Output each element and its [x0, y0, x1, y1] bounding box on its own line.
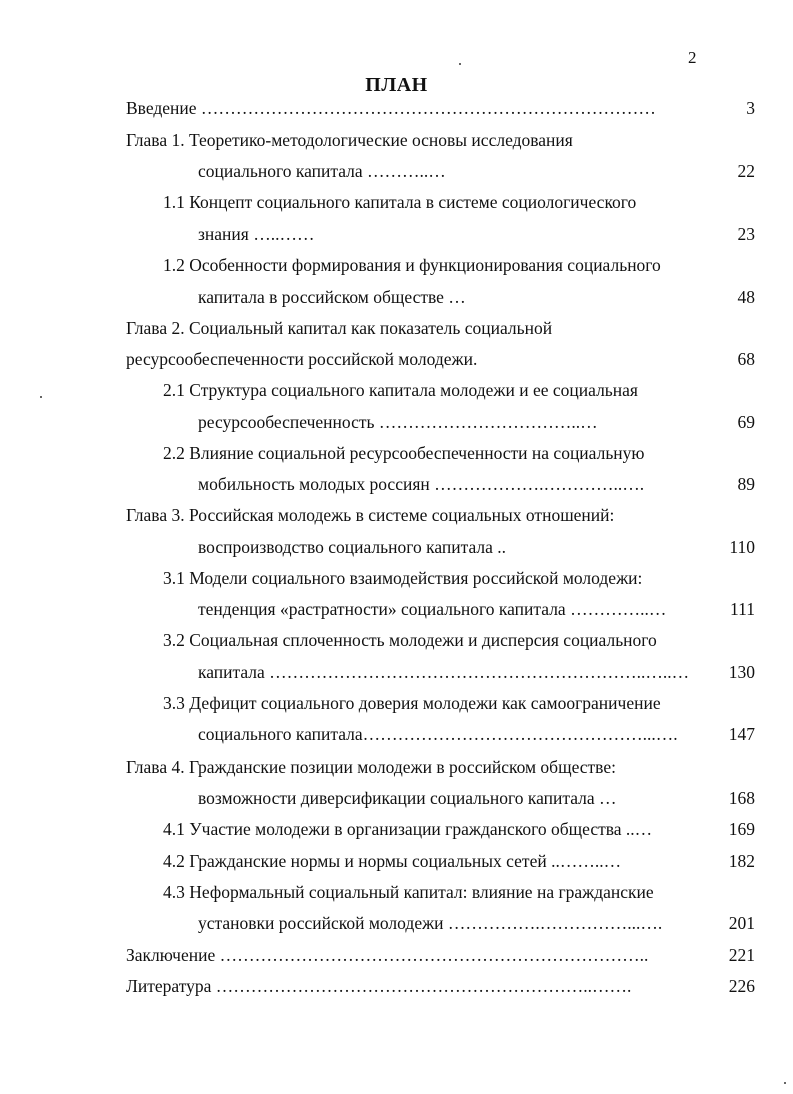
toc-section-1-1-cont: знания …..…… — [198, 224, 315, 244]
page-title: ПЛАН — [365, 74, 428, 96]
toc-page: 221 — [728, 945, 755, 965]
toc-section-4-3: 4.3 Неформальный социальный капитал: влияние на гражданские — [163, 882, 654, 902]
toc-section-3-1: 3.1 Модели социального взаимодействия российской молодежи: — [163, 568, 643, 588]
toc-page: 226 — [728, 976, 755, 996]
toc-page: 69 — [737, 412, 755, 432]
scan-speck — [40, 396, 42, 398]
toc-page: 68 — [737, 349, 755, 369]
toc-section-3-3: 3.3 Дефицит социального доверия молодежи как самоограничение — [163, 693, 661, 713]
toc-page: 3 — [746, 98, 755, 118]
toc-section-3-2: 3.2 Социальная сплоченность молодежи и дисперсия социального — [163, 630, 657, 650]
toc-references: Литература ………………………………………………………..……. — [126, 976, 632, 996]
toc-page: 48 — [737, 287, 755, 307]
toc-page: 89 — [737, 474, 755, 494]
toc-section-4-1: 4.1 Участие молодежи в организации гражданского общества ..… — [163, 819, 653, 839]
toc-section-3-1-cont: тенденция «растратности» социального капитала …………..… — [198, 599, 667, 619]
page-number: 2 — [688, 48, 697, 67]
toc-section-3-3-cont: социального капитала…………………………………………...…. — [198, 724, 678, 744]
toc-section-2-1-cont: ресурсообеспеченность ……………………………..… — [198, 412, 598, 432]
toc-section-4-3-cont: установки российской молодежи …………….……………...…. — [198, 913, 663, 933]
toc-section-2-2: 2.2 Влияние социальной ресурсообеспеченности на социальную — [163, 443, 645, 463]
toc-chapter-3: Глава 3. Российская молодежь в системе социальных отношений: — [126, 505, 615, 525]
toc-intro: Введение …………………………………………………………………… — [126, 98, 656, 118]
toc-chapter-3-cont: воспроизводство социального капитала .. — [198, 537, 506, 557]
toc-page: 201 — [728, 913, 755, 933]
toc-page: 110 — [729, 537, 755, 557]
toc-chapter-1-cont: социального капитала ………..… — [198, 161, 446, 181]
toc-chapter-4: Глава 4. Гражданские позиции молодежи в российском обществе: — [126, 757, 616, 777]
scan-speck — [459, 63, 461, 65]
toc-page: 23 — [737, 224, 755, 244]
toc-conclusion: Заключение ……………………………………………………………….. — [126, 945, 649, 965]
toc-section-2-1: 2.1 Структура социального капитала молодежи и ее социальная — [163, 380, 638, 400]
toc-section-2-2-cont: мобильность молодых россиян ……………….…………..…. — [198, 474, 645, 494]
toc-page: 147 — [728, 724, 755, 744]
toc-page: 22 — [737, 161, 755, 181]
toc-chapter-4-cont: возможности диверсификации социального капитала … — [198, 788, 617, 808]
toc-page: 111 — [730, 599, 755, 619]
toc-section-1-2-cont: капитала в российском обществе … — [198, 287, 466, 307]
toc-page: 169 — [728, 819, 755, 839]
toc-section-3-2-cont: капитала ………………………………………………………..…..… — [198, 662, 690, 682]
toc-section-1-2: 1.2 Особенности формирования и функционирования социального — [163, 255, 661, 275]
toc-chapter-2: Глава 2. Социальный капитал как показатель социальной — [126, 318, 553, 338]
toc-page: 130 — [728, 662, 755, 682]
toc-page: 182 — [728, 851, 755, 871]
toc-page: 168 — [728, 788, 755, 808]
toc-chapter-2-cont: ресурсообеспеченности российской молодежи. — [126, 349, 478, 369]
toc-chapter-1: Глава 1. Теоретико-методологические основы исследования — [126, 130, 573, 150]
toc-section-1-1: 1.1 Концепт социального капитала в системе социологического — [163, 192, 637, 212]
scan-speck — [784, 1082, 786, 1084]
toc-section-4-2: 4.2 Гражданские нормы и нормы социальных сетей ..……..… — [163, 851, 622, 871]
